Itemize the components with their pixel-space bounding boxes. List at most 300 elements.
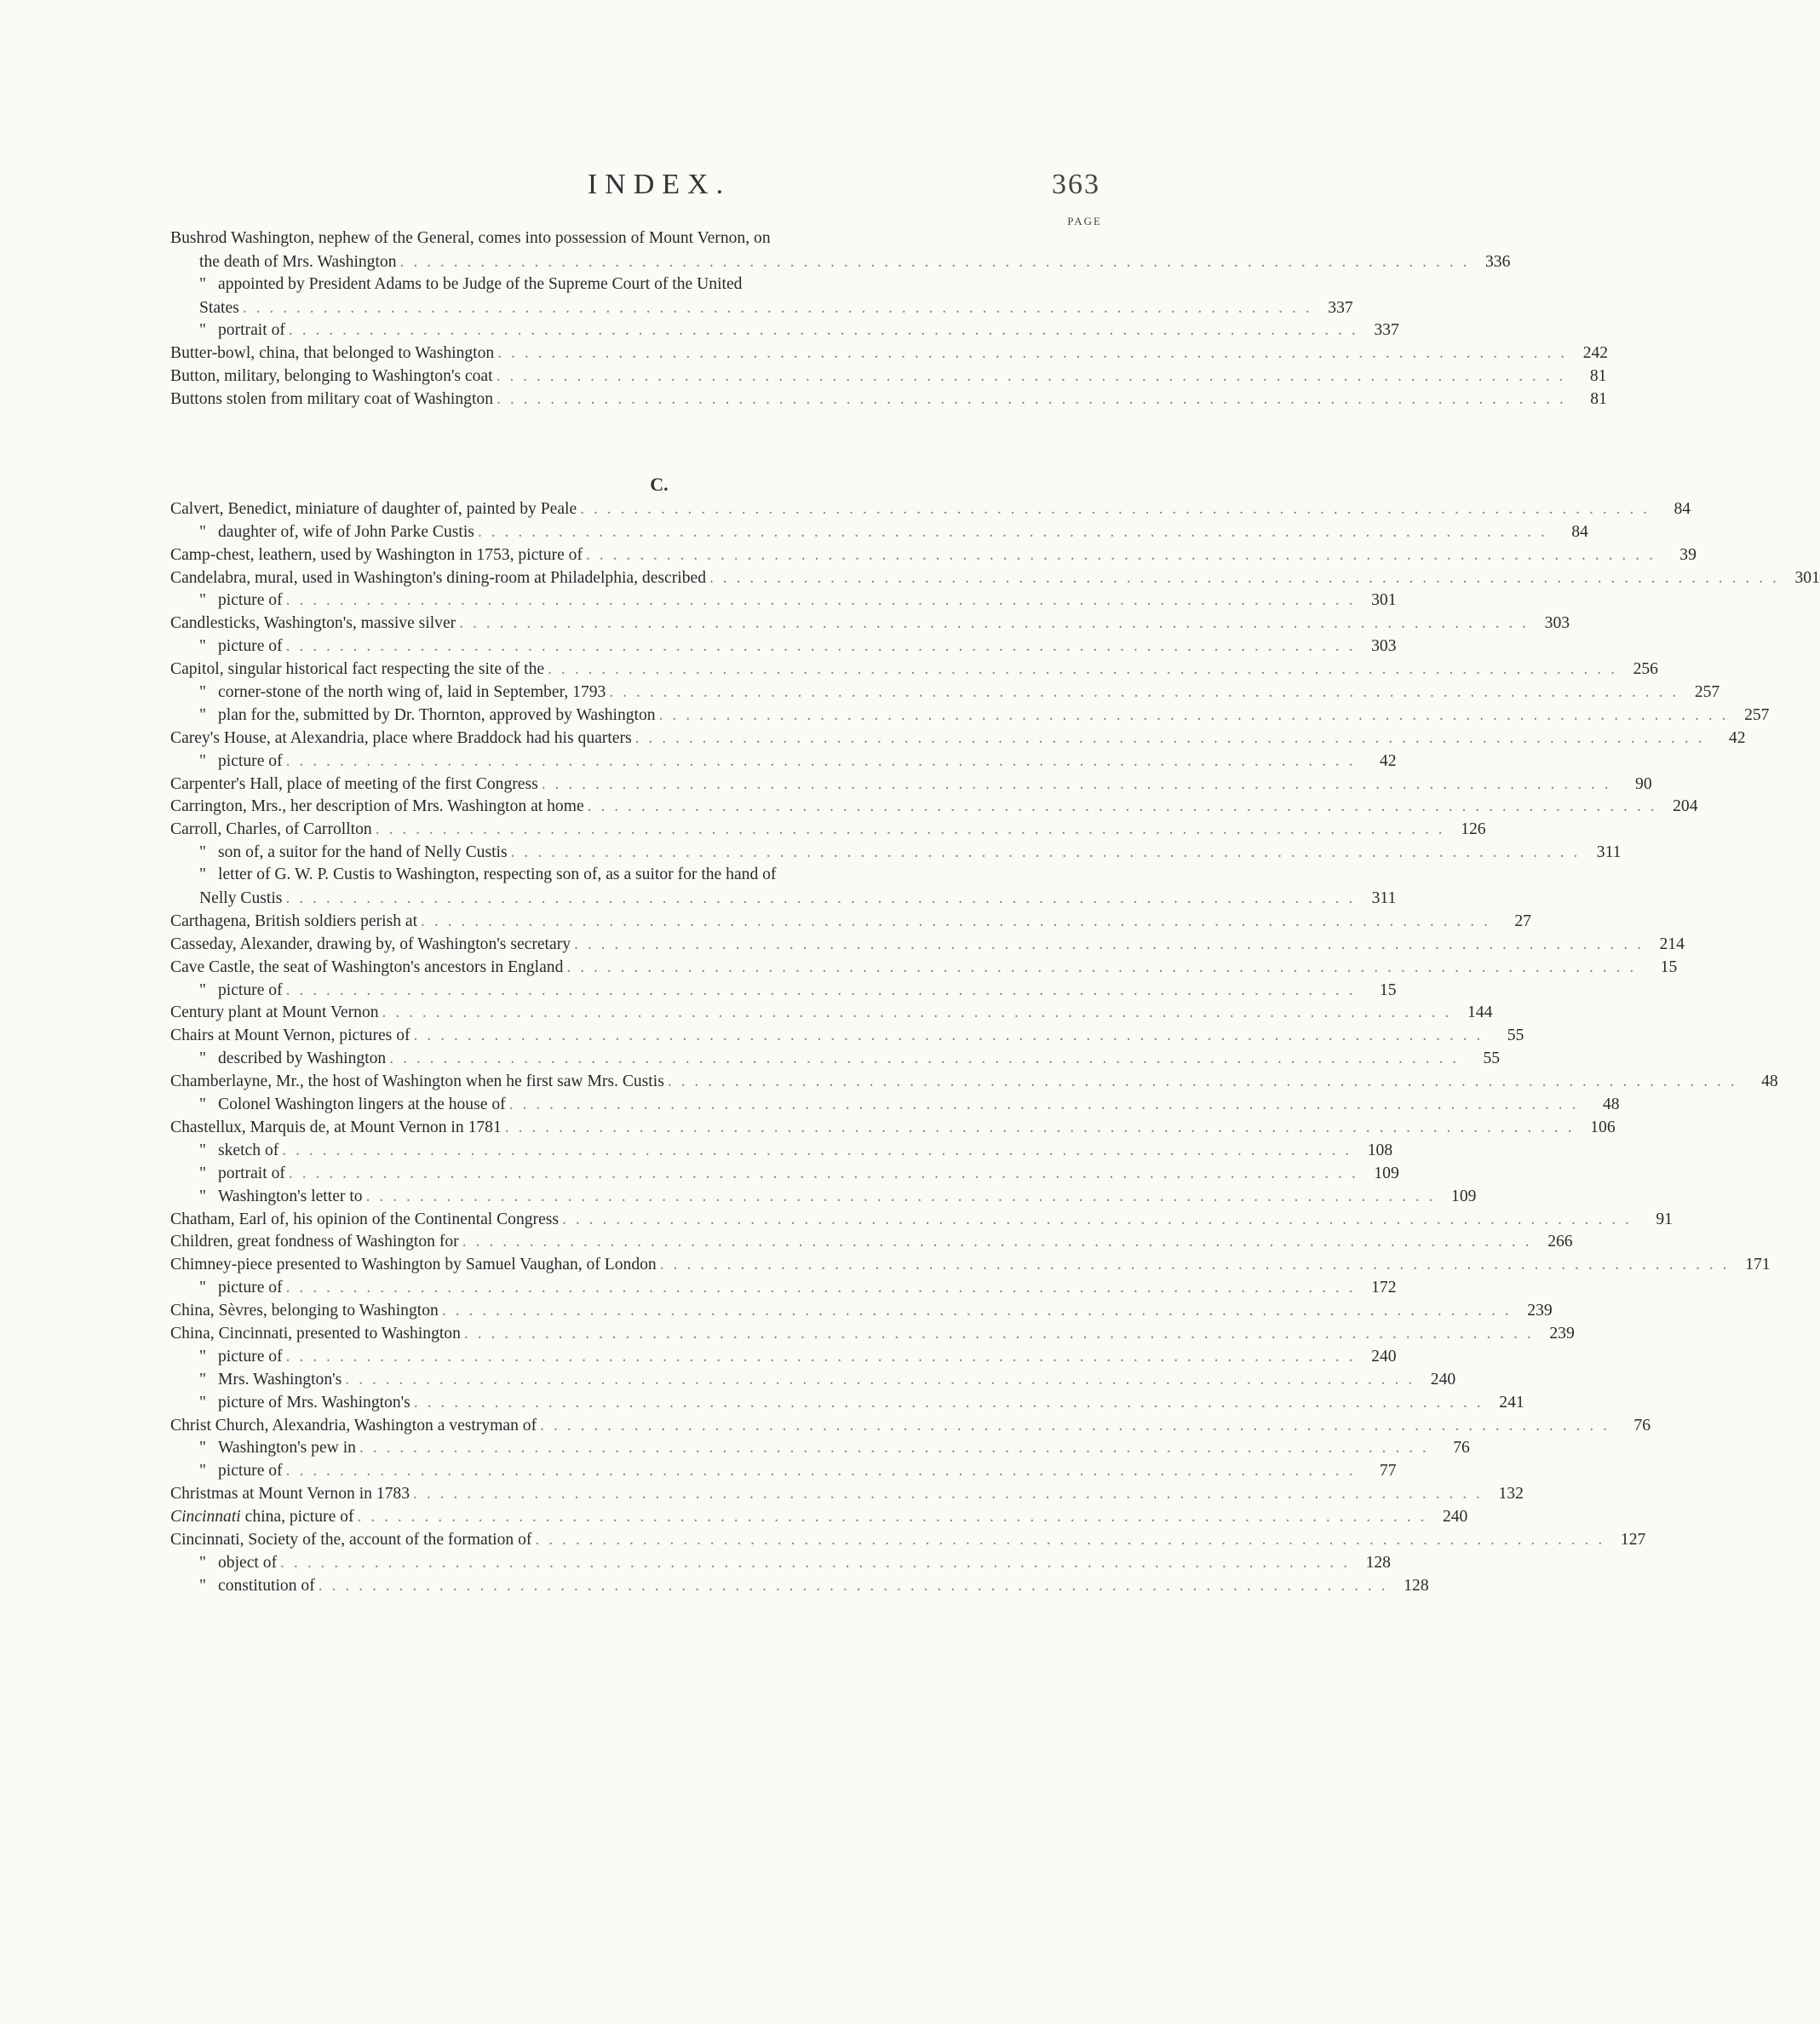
- entry-label: China, Cincinnati, presented to Washington: [170, 1324, 461, 1343]
- leader-dots: . . . . . . . . . . . . . . . . . . . . . . . . . . . . . . . . . . . . . . . . . . . . . . . . . . . . . . . . . . . . . . . . . . . . . . . . . . . . . . . .: [282, 1141, 1352, 1159]
- entry-page-number: 42: [1728, 728, 1746, 747]
- index-entry: [170, 1253, 1771, 1276]
- ditto-mark: ": [199, 1393, 206, 1412]
- entry-label: picture of: [218, 1462, 283, 1481]
- entry-page-number: 337: [1374, 321, 1399, 340]
- index-entry: [170, 1024, 1524, 1047]
- entry-text: [170, 365, 493, 388]
- ditto-mark: ": [199, 1187, 206, 1205]
- index-entry: [170, 1231, 1573, 1254]
- ditto-mark: ": [199, 1141, 206, 1159]
- leader-dots: . . . . . . . . . . . . . . . . . . . . . . . . . . . . . . . . . . . . . . . . . . . . . . . . . . . . . . . . . . . . . . . . . . . . . . . . . . . . . . . .: [288, 321, 1358, 340]
- index-entry: [170, 1459, 1397, 1482]
- entry-text: [170, 1392, 411, 1414]
- entry-label: Casseday, Alexander, drawing by, of Washington's secretary: [170, 934, 571, 953]
- entry-text: [170, 567, 706, 589]
- leader-dots: . . . . . . . . . . . . . . . . . . . . . . . . . . . . . . . . . . . . . . . . . . . . . . . . . . . . . . . . . . . . . . . . . . . . . . . . . . . . . . . .: [634, 728, 1705, 747]
- entry-text: [170, 1140, 278, 1162]
- leader-dots: . . . . . . . . . . . . . . . . . . . . . . . . . . . . . . . . . . . . . . . . . . . . . . . . . . . . . . . . . . . . . . . . . . . . . . . . . . . . . . . .: [580, 499, 1651, 518]
- entry-text: [170, 1483, 410, 1505]
- entry-text: [170, 342, 494, 365]
- entry-page-number: 55: [1483, 1049, 1501, 1068]
- leader-dots: . . . . . . . . . . . . . . . . . . . . . . . . . . . . . . . . . . . . . . . . . . . . . . . . . . . . . . . . . . . . . . . . . . . . . . . . . . . . . . . .: [382, 1003, 1452, 1022]
- entry-label: Chastellux, Marquis de, at Mount Vernon in 1781: [170, 1118, 502, 1136]
- leader-dots: . . . . . . . . . . . . . . . . . . . . . . . . . . . . . . . . . . . . . . . . . . . . . . . . . . . . . . . . . . . . . . . . . . . . . . . . . . . . . . . .: [359, 1439, 1429, 1458]
- entry-page-number: 301: [1794, 568, 1820, 587]
- entry-text: [170, 498, 577, 520]
- entry-page-number: 303: [1371, 637, 1397, 656]
- leader-dots: . . . . . . . . . . . . . . . . . . . . . . . . . . . . . . . . . . . . . . . . . . . . . . . . . . . . . . . . . . . . . . . . . . . . . . . . . . . . . . . .: [285, 1279, 1356, 1297]
- entry-text: [170, 1163, 285, 1185]
- entry-page-number: 311: [1596, 843, 1622, 862]
- entry-page-number: 81: [1589, 367, 1607, 386]
- entry-label: Washington's pew in: [218, 1439, 356, 1458]
- entry-text: [170, 319, 285, 342]
- ditto-mark: ": [199, 843, 206, 862]
- entry-text: [170, 1437, 356, 1459]
- leader-dots: . . . . . . . . . . . . . . . . . . . . . . . . . . . . . . . . . . . . . . . . . . . . . . . . . . . . . . . . . . . . . . . . . . . . . . . . . . . . . . . .: [413, 1393, 1484, 1412]
- entry-text: appointed by President Adams to be Judge of the Supreme Court of the United: [218, 274, 743, 293]
- index-entry: [170, 1322, 1575, 1345]
- leader-dots: . . . . . . . . . . . . . . . . . . . . . . . . . . . . . . . . . . . . . . . . . . . . . . . . . . . . . . . . . . . . . . . . . . . . . . . . . . . . . . . .: [318, 1576, 1388, 1595]
- entry-text: [170, 658, 544, 681]
- entry-label: Mrs. Washington's: [218, 1370, 342, 1389]
- entry-page-number: 204: [1673, 797, 1698, 816]
- ditto-mark: ": [199, 1370, 206, 1389]
- entry-text: [170, 1277, 283, 1299]
- entry-label: Camp-chest, leathern, used by Washington in 1753, picture of: [170, 545, 583, 564]
- index-entry: [170, 1002, 1493, 1025]
- entry-text: [170, 888, 282, 910]
- index-entry: [170, 497, 1691, 520]
- ditto-mark: ": [199, 1462, 206, 1481]
- entry-text: [170, 1506, 353, 1528]
- entry-text: [170, 297, 239, 319]
- index-entry: [170, 566, 1820, 589]
- entry-label: china, picture of: [240, 1508, 354, 1527]
- entry-label: Candelabra, mural, used in Washington's dining-room at Philadelphia, described: [170, 568, 706, 587]
- ditto-mark: ": [199, 1439, 206, 1458]
- entry-label: Carey's House, at Alexandria, place where Braddock had his quarters: [170, 728, 632, 747]
- index-entry: [170, 1391, 1524, 1414]
- leader-dots: . . . . . . . . . . . . . . . . . . . . . . . . . . . . . . . . . . . . . . . . . . . . . . . . . . . . . . . . . . . . . . . . . . . . . . . . . . . . . . . .: [562, 1210, 1632, 1228]
- index-entry: [170, 773, 1652, 796]
- leader-dots: . . . . . . . . . . . . . . . . . . . . . . . . . . . . . . . . . . . . . . . . . . . . . . . . . . . . . . . . . . . . . . . . . . . . . . . . . . . . . . . .: [510, 843, 1581, 862]
- index-entry: [170, 1482, 1524, 1505]
- leader-dots: . . . . . . . . . . . . . . . . . . . . . . . . . . . . . . . . . . . . . . . . . . . . . . . . . . . . . . . . . . . . . . . . . . . . . . . . . . . . . . . .: [462, 1233, 1532, 1251]
- index-entry: [170, 589, 1397, 612]
- entry-text: [170, 1300, 439, 1322]
- entry-page-number: 239: [1549, 1324, 1575, 1343]
- section-letter: C.: [650, 474, 669, 495]
- entry-label: Washington's letter to: [218, 1187, 363, 1205]
- index-entry: [170, 1162, 1399, 1185]
- entry-page-number: 242: [1582, 344, 1609, 363]
- entry-label: Chimney-piece presented to Washington by Samuel Vaughan, of London: [170, 1256, 657, 1274]
- index-entry: [170, 1093, 1620, 1116]
- leader-dots: . . . . . . . . . . . . . . . . . . . . . . . . . . . . . . . . . . . . . . . . . . . . . . . . . . . . . . . . . . . . . . . . . . . . . . . . . . . . . . . .: [242, 298, 1312, 317]
- entry-label: Chairs at Mount Vernon, pictures of: [170, 1026, 411, 1045]
- entry-page-number: 126: [1461, 820, 1486, 839]
- entry-text: Bushrod Washington, nephew of the General, comes into possession of Mount Vernon, on: [170, 229, 771, 247]
- entry-page-number: 240: [1430, 1370, 1456, 1389]
- index-entry: [170, 520, 1588, 543]
- index-entry: [170, 342, 1609, 365]
- entry-label: Carroll, Charles, of Carrollton: [170, 820, 372, 839]
- entry-text: [170, 1552, 277, 1574]
- ditto-mark: ": [199, 865, 206, 884]
- entry-text: [170, 1231, 459, 1253]
- entry-label: Carpenter's Hall, place of meeting of the first Congress: [170, 774, 538, 793]
- index-entry-line: [170, 864, 1100, 887]
- entry-text: [170, 911, 417, 933]
- leader-dots: . . . . . . . . . . . . . . . . . . . . . . . . . . . . . . . . . . . . . . . . . . . . . . . . . . . . . . . . . . . . . . . . . . . . . . . . . . . . . . . .: [399, 252, 1470, 271]
- leader-dots: . . . . . . . . . . . . . . . . . . . . . . . . . . . . . . . . . . . . . . . . . . . . . . . . . . . . . . . . . . . . . . . . . . . . . . . . . . . . . . . .: [375, 820, 1445, 839]
- entry-label: portrait of: [218, 321, 285, 340]
- entry-text: [170, 1369, 342, 1391]
- entry-text: letter of G. W. P. Custis to Washington, respecting son of, as a suitor for the hand of: [218, 865, 777, 884]
- leader-dots: . . . . . . . . . . . . . . . . . . . . . . . . . . . . . . . . . . . . . . . . . . . . . . . . . . . . . . . . . . . . . . . . . . . . . . . . . . . . . . . .: [709, 568, 1779, 587]
- leader-dots: . . . . . . . . . . . . . . . . . . . . . . . . . . . . . . . . . . . . . . . . . . . . . . . . . . . . . . . . . . . . . . . . . . . . . . . . . . . . . . . .: [285, 980, 1356, 999]
- index-entry: [170, 1437, 1470, 1460]
- entry-page-number: 336: [1485, 252, 1511, 271]
- leader-dots: . . . . . . . . . . . . . . . . . . . . . . . . . . . . . . . . . . . . . . . . . . . . . . . . . . . . . . . . . . . . . . . . . . . . . . . . . . . . . . . .: [496, 367, 1566, 386]
- entry-page-number: 256: [1633, 660, 1658, 679]
- entry-page-number: 171: [1745, 1256, 1771, 1274]
- index-entry-line: [170, 227, 1100, 250]
- index-entry: [170, 841, 1622, 864]
- entry-text: [170, 1186, 363, 1208]
- entry-text: [170, 750, 283, 773]
- index-entry: [170, 658, 1658, 681]
- leader-dots: . . . . . . . . . . . . . . . . . . . . . . . . . . . . . . . . . . . . . . . . . . . . . . . . . . . . . . . . . . . . . . . . . . . . . . . . . . . . . . . .: [587, 797, 1657, 816]
- entry-text: [170, 1415, 537, 1437]
- entry-label: picture of: [218, 637, 283, 656]
- entry-page-number: 77: [1379, 1462, 1397, 1481]
- entry-text: [170, 773, 538, 796]
- ditto-mark: ": [199, 705, 206, 724]
- entry-page-number: 311: [1371, 889, 1397, 908]
- leader-dots: . . . . . . . . . . . . . . . . . . . . . . . . . . . . . . . . . . . . . . . . . . . . . . . . . . . . . . . . . . . . . . . . . . . . . . . . . . . . . . . .: [345, 1370, 1415, 1389]
- entry-text: [170, 1209, 559, 1231]
- index-entry: [170, 1208, 1673, 1231]
- entry-page-number: 15: [1379, 980, 1397, 999]
- entry-label: Carrington, Mrs., her description of Mrs. Washington at home: [170, 797, 584, 816]
- entry-text: [170, 819, 372, 841]
- leader-dots: . . . . . . . . . . . . . . . . . . . . . . . . . . . . . . . . . . . . . . . . . . . . . . . . . . . . . . . . . . . . . . . . . . . . . . . . . . . . . . . .: [659, 1256, 1730, 1274]
- page-number: 363: [1052, 169, 1100, 200]
- index-entry: [170, 296, 1353, 319]
- entry-page-number: 144: [1467, 1003, 1493, 1022]
- index-entry: [170, 727, 1746, 750]
- entry-page-number: 127: [1620, 1530, 1646, 1549]
- entry-text: [170, 1346, 283, 1368]
- entry-label: Christ Church, Alexandria, Washington a vestryman of: [170, 1416, 537, 1435]
- index-entry-line: [170, 273, 1100, 296]
- entry-page-number: 76: [1633, 1416, 1651, 1435]
- leader-dots: . . . . . . . . . . . . . . . . . . . . . . . . . . . . . . . . . . . . . . . . . . . . . . . . . . . . . . . . . . . . . . . . . . . . . . . . . . . . . . . .: [535, 1530, 1605, 1549]
- entry-page-number: 132: [1498, 1485, 1524, 1504]
- entry-text: [170, 544, 583, 566]
- entry-page-number: 109: [1451, 1187, 1477, 1205]
- entry-page-number: 108: [1367, 1141, 1393, 1159]
- entry-page-number: 15: [1660, 957, 1678, 976]
- ditto-mark: ": [199, 751, 206, 770]
- ditto-mark: ": [199, 1279, 206, 1297]
- entry-label: China, Sèvres, belonging to Washington: [170, 1302, 439, 1320]
- leader-dots: . . . . . . . . . . . . . . . . . . . . . . . . . . . . . . . . . . . . . . . . . . . . . . . . . . . . . . . . . . . . . . . . . . . . . . . . . . . . . . . .: [285, 889, 1356, 908]
- entry-label: Chamberlayne, Mr., the host of Washington when he first saw Mrs. Custis: [170, 1072, 664, 1091]
- entry-text: [170, 1575, 315, 1597]
- entry-label: Calvert, Benedict, miniature of daughter of, painted by Peale: [170, 499, 577, 518]
- entry-text: [170, 1117, 502, 1139]
- entry-page-number: 109: [1374, 1164, 1399, 1182]
- entry-page-number: 55: [1507, 1026, 1524, 1045]
- entry-label: Century plant at Mount Vernon: [170, 1003, 379, 1022]
- entry-text: [170, 1529, 531, 1551]
- entry-page-number: 214: [1659, 934, 1685, 953]
- entry-page-number: 48: [1602, 1095, 1620, 1114]
- leader-dots: . . . . . . . . . . . . . . . . . . . . . . . . . . . . . . . . . . . . . . . . . . . . . . . . . . . . . . . . . . . . . . . . . . . . . . . . . . . . . . . .: [477, 522, 1547, 541]
- entry-label: portrait of: [218, 1164, 285, 1182]
- ditto-mark: ": [199, 321, 206, 340]
- entry-text: [170, 1025, 411, 1047]
- leader-dots: . . . . . . . . . . . . . . . . . . . . . . . . . . . . . . . . . . . . . . . . . . . . . . . . . . . . . . . . . . . . . . . . . . . . . . . . . . . . . . . .: [280, 1553, 1350, 1572]
- index-entry: [170, 388, 1607, 411]
- index-entry: [170, 365, 1607, 388]
- entry-text: [170, 1254, 657, 1276]
- entry-text: [170, 727, 632, 750]
- entry-text: [170, 1323, 461, 1345]
- entry-label: constitution of: [218, 1576, 315, 1595]
- entry-text: [170, 934, 571, 956]
- ditto-mark: ": [199, 274, 206, 293]
- leader-dots: . . . . . . . . . . . . . . . . . . . . . . . . . . . . . . . . . . . . . . . . . . . . . . . . . . . . . . . . . . . . . . . . . . . . . . . . . . . . . . . .: [288, 1164, 1358, 1182]
- entry-page-number: 301: [1371, 591, 1397, 610]
- entry-label: son of, a suitor for the hand of Nelly Custis: [218, 843, 508, 862]
- index-entry: [170, 1070, 1778, 1093]
- entry-label: picture of: [218, 751, 283, 770]
- entry-label: plan for the, submitted by Dr. Thornton, approved by Washington: [218, 705, 656, 724]
- entry-page-number: 128: [1404, 1576, 1429, 1595]
- leader-dots: . . . . . . . . . . . . . . . . . . . . . . . . . . . . . . . . . . . . . . . . . . . . . . . . . . . . . . . . . . . . . . . . . . . . . . . . . . . . . . . .: [497, 390, 1566, 409]
- index-entry: [170, 1574, 1429, 1597]
- entry-text: [170, 589, 283, 612]
- entry-text: [170, 635, 283, 658]
- index-entry: [170, 1345, 1397, 1368]
- entry-label: daughter of, wife of John Parke Custis: [218, 522, 474, 541]
- index-entry: [170, 543, 1697, 566]
- index-entry: [170, 887, 1397, 910]
- entry-text: [170, 796, 584, 818]
- entry-label: sketch of: [218, 1141, 279, 1159]
- leader-dots: . . . . . . . . . . . . . . . . . . . . . . . . . . . . . . . . . . . . . . . . . . . . . . . . . . . . . . . . . . . . . . . . . . . . . . . . . . . . . . . .: [508, 1095, 1579, 1114]
- entry-page-number: 39: [1679, 545, 1697, 564]
- index-entry: [170, 1116, 1616, 1139]
- entry-label: Nelly Custis: [199, 889, 283, 908]
- entry-label: Colonel Washington lingers at the house of: [218, 1095, 506, 1114]
- entry-label: Carthagena, British soldiers perish at: [170, 911, 418, 930]
- leader-dots: . . . . . . . . . . . . . . . . . . . . . . . . . . . . . . . . . . . . . . . . . . . . . . . . . . . . . . . . . . . . . . . . . . . . . . . . . . . . . . . .: [566, 957, 1637, 976]
- entry-text: [170, 957, 563, 979]
- entry-text: [170, 1094, 506, 1116]
- leader-dots: . . . . . . . . . . . . . . . . . . . . . . . . . . . . . . . . . . . . . . . . . . . . . . . . . . . . . . . . . . . . . . . . . . . . . . . . . . . . . . . .: [586, 545, 1656, 564]
- entry-page-number: 172: [1371, 1279, 1397, 1297]
- entry-label: Cave Castle, the seat of Washington's ancestors in England: [170, 957, 564, 976]
- entry-page-number: 337: [1328, 298, 1353, 317]
- index-entry: [170, 818, 1486, 841]
- index-entry: [170, 704, 1770, 727]
- index-entry: [170, 979, 1397, 1002]
- entry-page-number: 257: [1694, 683, 1720, 702]
- ditto-mark: ": [199, 1164, 206, 1182]
- leader-dots: . . . . . . . . . . . . . . . . . . . . . . . . . . . . . . . . . . . . . . . . . . . . . . . . . . . . . . . . . . . . . . . . . . . . . . . . . . . . . . . .: [285, 1347, 1356, 1366]
- leader-dots: . . . . . . . . . . . . . . . . . . . . . . . . . . . . . . . . . . . . . . . . . . . . . . . . . . . . . . . . . . . . . . . . . . . . . . . . . . . . . . . .: [548, 660, 1617, 679]
- entry-page-number: 240: [1371, 1347, 1397, 1366]
- index-entry: [170, 1299, 1553, 1322]
- entry-label: Capitol, singular historical fact respecting the site of the: [170, 660, 545, 679]
- entry-label: picture of: [218, 591, 283, 610]
- index-entry: [170, 910, 1531, 933]
- running-head-title: INDEX.: [587, 169, 732, 200]
- ditto-mark: ": [199, 683, 206, 702]
- index-entry: [170, 956, 1678, 979]
- index-entry: [170, 1505, 1468, 1528]
- index-entry: [170, 1185, 1477, 1208]
- index-entry: [170, 612, 1570, 635]
- entry-label: picture of: [218, 1347, 283, 1366]
- index-entry: [170, 1139, 1393, 1162]
- entry-label: picture of Mrs. Washington's: [218, 1393, 411, 1412]
- entry-page-number: 303: [1544, 614, 1570, 633]
- leader-dots: . . . . . . . . . . . . . . . . . . . . . . . . . . . . . . . . . . . . . . . . . . . . . . . . . . . . . . . . . . . . . . . . . . . . . . . . . . . . . . . .: [413, 1026, 1484, 1045]
- leader-dots: . . . . . . . . . . . . . . . . . . . . . . . . . . . . . . . . . . . . . . . . . . . . . . . . . . . . . . . . . . . . . . . . . . . . . . . . . . . . . . . .: [504, 1118, 1575, 1136]
- ditto-mark: ": [199, 1049, 206, 1068]
- entry-page-number: 84: [1674, 499, 1691, 518]
- leader-dots: . . . . . . . . . . . . . . . . . . . . . . . . . . . . . . . . . . . . . . . . . . . . . . . . . . . . . . . . . . . . . . . . . . . . . . . . . . . . . . . .: [463, 1324, 1534, 1343]
- entry-label: Christmas at Mount Vernon in 1783: [170, 1485, 411, 1504]
- entry-text: [170, 1071, 664, 1093]
- entry-label: Children, great fondness of Washington for: [170, 1233, 459, 1251]
- index-entry: [170, 796, 1698, 819]
- entry-italic-text: Cincinnati: [170, 1508, 241, 1527]
- index-entry: [170, 1368, 1456, 1391]
- leader-dots: . . . . . . . . . . . . . . . . . . . . . . . . . . . . . . . . . . . . . . . . . . . . . . . . . . . . . . . . . . . . . . . . . . . . . . . . . . . . . . . .: [658, 705, 1729, 724]
- index-entry: [170, 1047, 1501, 1070]
- entry-text: [170, 521, 474, 543]
- leader-dots: . . . . . . . . . . . . . . . . . . . . . . . . . . . . . . . . . . . . . . . . . . . . . . . . . . . . . . . . . . . . . . . . . . . . . . . . . . . . . . . .: [574, 934, 1644, 953]
- entry-page-number: 106: [1590, 1118, 1616, 1136]
- leader-dots: . . . . . . . . . . . . . . . . . . . . . . . . . . . . . . . . . . . . . . . . . . . . . . . . . . . . . . . . . . . . . . . . . . . . . . . . . . . . . . . .: [357, 1508, 1427, 1527]
- leader-dots: . . . . . . . . . . . . . . . . . . . . . . . . . . . . . . . . . . . . . . . . . . . . . . . . . . . . . . . . . . . . . . . . . . . . . . . . . . . . . . . .: [667, 1072, 1737, 1091]
- leader-dots: . . . . . . . . . . . . . . . . . . . . . . . . . . . . . . . . . . . . . . . . . . . . . . . . . . . . . . . . . . . . . . . . . . . . . . . . . . . . . . . .: [365, 1187, 1436, 1205]
- index-entry: [170, 635, 1397, 658]
- page-column-label: PAGE: [1067, 215, 1102, 227]
- leader-dots: . . . . . . . . . . . . . . . . . . . . . . . . . . . . . . . . . . . . . . . . . . . . . . . . . . . . . . . . . . . . . . . . . . . . . . . . . . . . . . . .: [497, 344, 1568, 363]
- entry-text: [170, 1460, 283, 1482]
- entry-label: Butter-bowl, china, that belonged to Washington: [170, 344, 495, 363]
- ditto-mark: ": [199, 591, 206, 610]
- entry-text: [170, 704, 656, 727]
- ditto-mark: ": [199, 1347, 206, 1366]
- leader-dots: . . . . . . . . . . . . . . . . . . . . . . . . . . . . . . . . . . . . . . . . . . . . . . . . . . . . . . . . . . . . . . . . . . . . . . . . . . . . . . . .: [285, 637, 1356, 656]
- index-section-b: [170, 227, 1609, 411]
- entry-page-number: 48: [1761, 1072, 1778, 1091]
- entry-page-number: 84: [1571, 522, 1588, 541]
- entry-page-number: 266: [1547, 1233, 1573, 1251]
- entry-label: picture of: [218, 1279, 283, 1297]
- entry-label: object of: [218, 1553, 278, 1572]
- entry-page-number: 128: [1365, 1553, 1391, 1572]
- index-entry: [170, 750, 1397, 773]
- entry-text: [170, 980, 283, 1002]
- index-entry: [170, 1414, 1651, 1437]
- leader-dots: . . . . . . . . . . . . . . . . . . . . . . . . . . . . . . . . . . . . . . . . . . . . . . . . . . . . . . . . . . . . . . . . . . . . . . . . . . . . . . . .: [441, 1302, 1512, 1320]
- entry-label: Buttons stolen from military coat of Washington: [170, 390, 494, 409]
- index-entry: [170, 933, 1685, 956]
- ditto-mark: ": [199, 1576, 206, 1595]
- entry-label: described by Washington: [218, 1049, 387, 1068]
- entry-page-number: 81: [1590, 390, 1607, 409]
- index-entry: [170, 1528, 1646, 1551]
- index-entry: [170, 250, 1511, 273]
- ditto-mark: ": [199, 980, 206, 999]
- index-entry: [170, 319, 1399, 342]
- entry-page-number: 241: [1499, 1393, 1524, 1412]
- entry-label: States: [199, 298, 239, 317]
- ditto-mark: ": [199, 1553, 206, 1572]
- entry-text: [170, 1048, 386, 1070]
- entry-page-number: 42: [1379, 751, 1397, 770]
- ditto-mark: ": [199, 637, 206, 656]
- entry-text: [170, 612, 456, 635]
- leader-dots: . . . . . . . . . . . . . . . . . . . . . . . . . . . . . . . . . . . . . . . . . . . . . . . . . . . . . . . . . . . . . . . . . . . . . . . . . . . . . . . .: [459, 614, 1530, 633]
- leader-dots: . . . . . . . . . . . . . . . . . . . . . . . . . . . . . . . . . . . . . . . . . . . . . . . . . . . . . . . . . . . . . . . . . . . . . . . . . . . . . . . .: [541, 774, 1611, 793]
- entry-label: Cincinnati, Society of the, account of the formation of: [170, 1530, 532, 1549]
- index-section-c: [170, 497, 1820, 1597]
- leader-dots: . . . . . . . . . . . . . . . . . . . . . . . . . . . . . . . . . . . . . . . . . . . . . . . . . . . . . . . . . . . . . . . . . . . . . . . . . . . . . . . .: [285, 591, 1356, 610]
- entry-text: [170, 251, 397, 273]
- leader-dots: . . . . . . . . . . . . . . . . . . . . . . . . . . . . . . . . . . . . . . . . . . . . . . . . . . . . . . . . . . . . . . . . . . . . . . . . . . . . . . . .: [285, 751, 1356, 770]
- entry-text: [170, 681, 606, 704]
- index-entry: [170, 1276, 1397, 1299]
- leader-dots: . . . . . . . . . . . . . . . . . . . . . . . . . . . . . . . . . . . . . . . . . . . . . . . . . . . . . . . . . . . . . . . . . . . . . . . . . . . . . . . .: [609, 683, 1679, 702]
- entry-label: Button, military, belonging to Washington's coat: [170, 367, 493, 386]
- ditto-mark: ": [199, 1095, 206, 1114]
- entry-text: [170, 1002, 379, 1024]
- running-head: [0, 169, 1318, 204]
- entry-label: Chatham, Earl of, his opinion of the Continental Congress: [170, 1210, 560, 1228]
- entry-label: the death of Mrs. Washington: [199, 252, 397, 271]
- entry-page-number: 91: [1656, 1210, 1673, 1228]
- entry-text: [170, 388, 493, 411]
- leader-dots: . . . . . . . . . . . . . . . . . . . . . . . . . . . . . . . . . . . . . . . . . . . . . . . . . . . . . . . . . . . . . . . . . . . . . . . . . . . . . . . .: [389, 1049, 1460, 1068]
- leader-dots: . . . . . . . . . . . . . . . . . . . . . . . . . . . . . . . . . . . . . . . . . . . . . . . . . . . . . . . . . . . . . . . . . . . . . . . . . . . . . . . .: [413, 1485, 1483, 1504]
- entry-page-number: 90: [1635, 774, 1652, 793]
- entry-page-number: 240: [1442, 1508, 1468, 1527]
- entry-text: [170, 842, 508, 864]
- leader-dots: . . . . . . . . . . . . . . . . . . . . . . . . . . . . . . . . . . . . . . . . . . . . . . . . . . . . . . . . . . . . . . . . . . . . . . . . . . . . . . . .: [421, 911, 1490, 930]
- entry-page-number: 257: [1744, 705, 1770, 724]
- entry-page-number: 27: [1514, 911, 1531, 930]
- index-entry: [170, 1551, 1391, 1574]
- entry-label: Candlesticks, Washington's, massive silver: [170, 614, 456, 633]
- ditto-mark: ": [199, 522, 206, 541]
- entry-page-number: 76: [1453, 1439, 1470, 1458]
- leader-dots: . . . . . . . . . . . . . . . . . . . . . . . . . . . . . . . . . . . . . . . . . . . . . . . . . . . . . . . . . . . . . . . . . . . . . . . . . . . . . . . .: [540, 1416, 1610, 1435]
- entry-label: picture of: [218, 980, 283, 999]
- index-entry: [170, 681, 1720, 704]
